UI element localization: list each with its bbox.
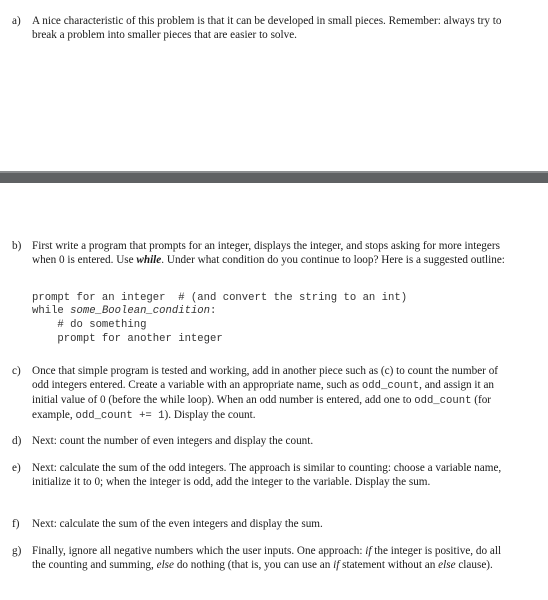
item-b bbox=[12, 239, 512, 267]
item-b-text-1: First write a program that prompts for an integer, displays the integer, and stops asking for more integers when 0 is entered. Use bbox=[32, 240, 500, 266]
keyword-if-1: if bbox=[365, 545, 372, 557]
item-g-text-4: statement without an bbox=[339, 559, 439, 571]
keyword-while: while bbox=[136, 254, 162, 266]
item-c-marker: c) bbox=[12, 365, 21, 377]
keyword-else-1: else bbox=[156, 559, 175, 571]
code-odd-count-2: odd_count bbox=[414, 395, 472, 407]
item-a bbox=[12, 14, 512, 42]
code-line-4: prompt for another integer bbox=[32, 333, 223, 345]
item-b-text bbox=[32, 239, 512, 267]
item-g-text-2: the integer is positive, do all the counting and summing, bbox=[32, 545, 502, 571]
code-line-2 bbox=[32, 305, 216, 319]
item-c-text-4: ). Display the count. bbox=[164, 409, 256, 421]
item-a-marker: a) bbox=[12, 15, 21, 27]
code-line-1: prompt for an integer # (and convert the string to an int) bbox=[32, 292, 408, 304]
keyword-if-2: if bbox=[333, 559, 340, 571]
item-c-text-1: Once that simple program is tested and working, add in another piece such as (c) to count the number of odd integers entered. Create a variable with an appropriate name, such as bbox=[32, 365, 499, 391]
item-e bbox=[12, 461, 512, 489]
item-g-text-1: Finally, ignore all negative numbers which the user inputs. One approach: bbox=[32, 545, 366, 557]
item-c-text-2: , and assign it an initial value of 0 (before the while loop). When an odd number is entered, add one to bbox=[32, 379, 495, 406]
section-divider bbox=[0, 171, 548, 183]
code-line-2-condition: some_Boolean_condition bbox=[70, 305, 211, 317]
item-e-marker: e) bbox=[12, 462, 21, 474]
item-g-text bbox=[32, 544, 512, 572]
item-b-marker: b) bbox=[12, 240, 22, 252]
code-line-3: # do something bbox=[32, 319, 147, 331]
item-d-text: Next: count the number of even integers and display the count. bbox=[32, 435, 314, 447]
item-g-text-5: clause). bbox=[455, 559, 493, 571]
item-a-text: A nice characteristic of this problem is that it can be developed in small pieces. Remember: always try to break a problem into smaller pieces that are easier to solve. bbox=[32, 15, 502, 41]
code-odd-count-1: odd_count bbox=[361, 380, 420, 392]
item-g bbox=[12, 544, 512, 572]
item-g-marker: g) bbox=[12, 545, 22, 557]
item-c-text-3: (for example, bbox=[32, 394, 492, 421]
code-odd-count-increment: odd_count += 1 bbox=[75, 410, 165, 422]
item-d-marker: d) bbox=[12, 435, 22, 447]
code-line-2-keyword: while bbox=[32, 305, 71, 317]
item-c-text bbox=[32, 364, 512, 423]
item-e-text: Next: calculate the sum of the odd integers. The approach is similar to counting: choose a variable name, initialize it to 0; when the integer is odd, add the integer to the variable. Display the sum. bbox=[32, 462, 502, 488]
item-d bbox=[12, 434, 512, 448]
item-f bbox=[12, 517, 512, 531]
item-c bbox=[12, 364, 512, 423]
item-g-text-3: do nothing (that is, you can use an bbox=[174, 559, 334, 571]
keyword-else-2: else bbox=[438, 559, 456, 571]
section-divider-highlight bbox=[0, 171, 548, 173]
item-f-marker: f) bbox=[12, 518, 20, 530]
code-line-2-colon: : bbox=[210, 305, 217, 317]
item-f-text: Next: calculate the sum of the even integers and display the sum. bbox=[32, 518, 323, 530]
item-b-text-2: . Under what condition do you continue to loop? Here is a suggested outline: bbox=[161, 254, 505, 266]
